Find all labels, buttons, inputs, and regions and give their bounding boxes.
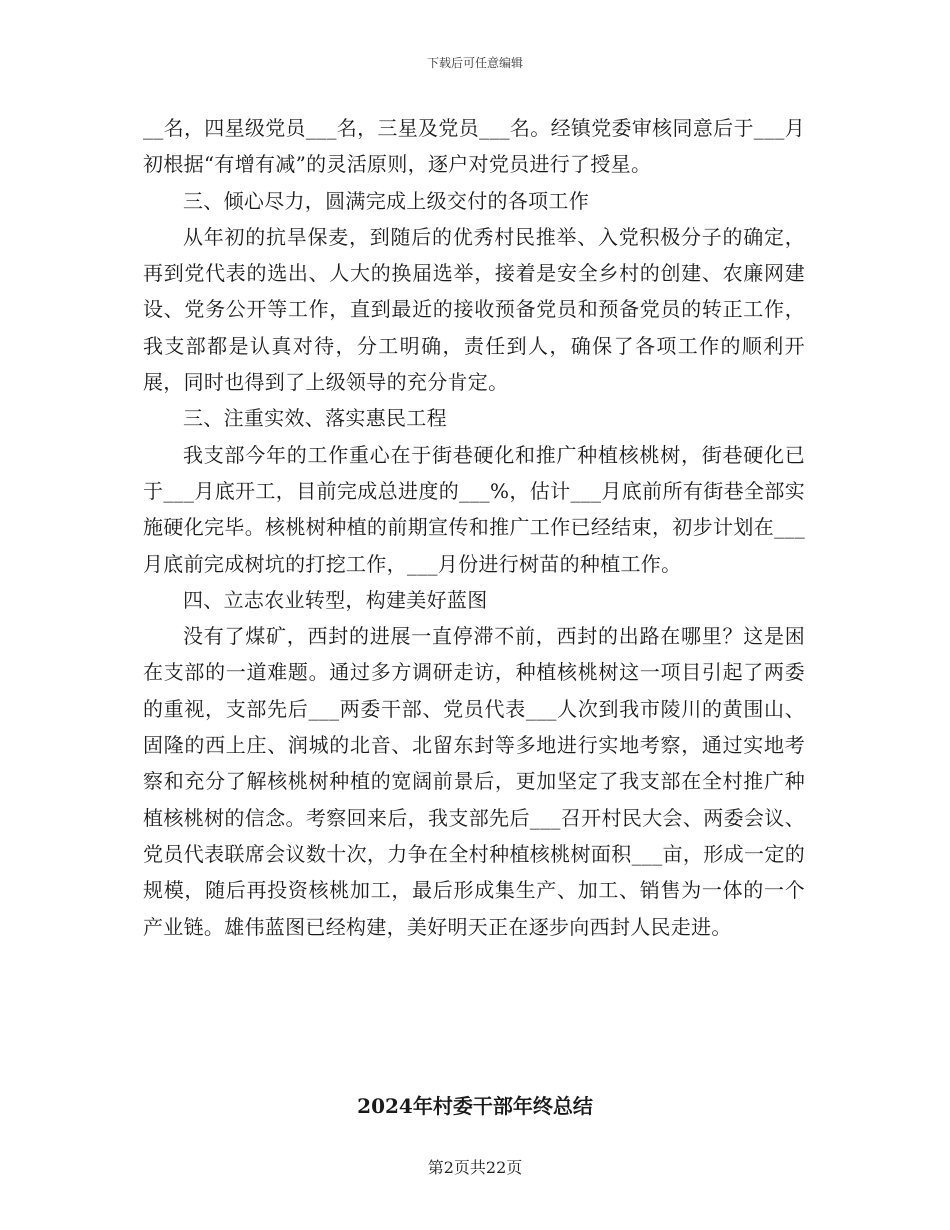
- page-number: 第2页共22页: [427, 1158, 523, 1177]
- section-heading-4: 四、立志农业转型，构建美好蓝图: [183, 587, 488, 612]
- section-heading-3b: 三、注重实效、落实惠民工程: [183, 406, 447, 431]
- document-body: [143, 110, 805, 945]
- paragraph-continued: __名，四星级党员___名，三星及党员___名。经镇党委审核同意后于___月初根据“有增有减”的灵活原则，逐户对党员进行了授星。: [143, 116, 805, 177]
- document-title: 2024年村委干部年终总结: [357, 1094, 593, 1118]
- section-heading-3a: 三、倾心尽力，圆满完成上级交付的各项工作: [183, 188, 589, 213]
- header-note: 下载后可任意编辑: [426, 56, 523, 70]
- paragraph-projects: 我支部今年的工作重心在于街巷硬化和推广种植核桃树，街巷硬化已于___月底开工，目前完成总进度的___%，估计___月底前所有街巷全部实施硬化完毕。核桃树种植的前期宣传和推广工作已经结束，初步计划在___月底前完成树坑的打挖工作，___月份进行树苗的种植工作。: [143, 442, 805, 576]
- paragraph-blueprint: 没有了煤矿，西封的进展一直停滞不前，西封的出路在哪里？这是困在支部的一道难题。通过多方调研走访，种植核桃树这一项目引起了两委的重视，支部先后___两委干部、党员代表___人次到我市陵川的黄围山、固隆的西上庄、润城的北音、北留东封等多地进行实地考察，通过实地考察和充分了解核桃树种植的宽阔前景后，更加坚定了我支部在全村推广种植核桃树的信念。考察回来后，我支部先后___召开村民大会、两委会议、党员代表联席会议数十次，力争在全村种植核桃树面积___亩，形成一定的规模，随后再投资核桃加工，最后形成集生产、加工、销售为一体的一个产业链。雄伟蓝图已经构建，美好明天正在逐步向西封人民走进。: [143, 624, 805, 939]
- paragraph-tasks: 从年初的抗旱保麦，到随后的优秀村民推举、入党积极分子的确定，再到党代表的选出、人大的换届选举，接着是安全乡村的创建、农廉网建设、党务公开等工作，直到最近的接收预备党员和预备党员的转正工作，我支部都是认真对待，分工明确，责任到人，确保了各项工作的顺利开展，同时也得到了上级领导的充分肯定。: [143, 224, 805, 395]
